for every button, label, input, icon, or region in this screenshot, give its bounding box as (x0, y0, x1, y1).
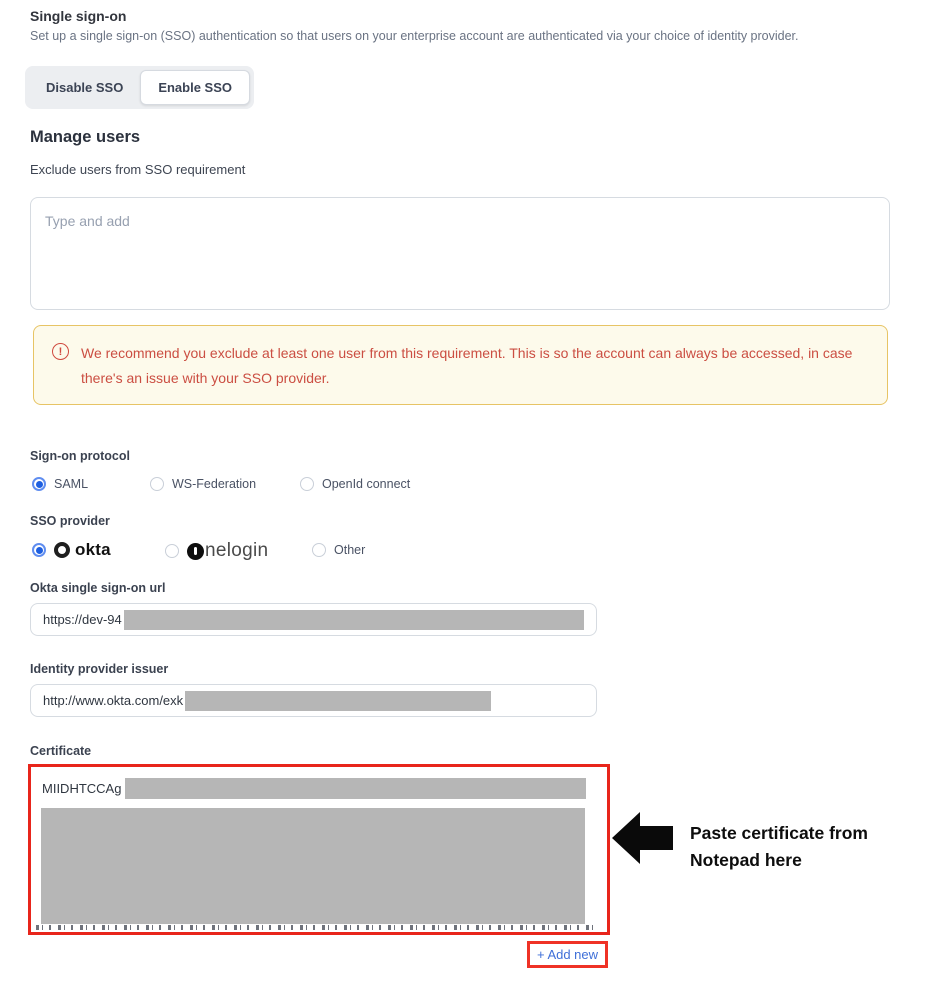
redaction-bar (185, 691, 491, 711)
sso-toggle-group (25, 66, 254, 109)
add-new-link[interactable]: + Add new (536, 947, 599, 962)
page-title: Single sign-on (30, 8, 127, 24)
okta-url-value: https://dev-94 (43, 612, 122, 627)
radio-unselected-icon (300, 477, 314, 491)
paste-certificate-annotation (690, 820, 900, 874)
radio-onelogin[interactable] (165, 540, 268, 562)
protocol-label: Sign-on protocol (30, 449, 130, 463)
annotation-line1: Paste certificate from (690, 823, 868, 843)
warning-banner (33, 325, 888, 405)
page-description: Set up a single sign-on (SSO) authentication so that users on your enterprise account are authenticated via your choice of identity provider. (30, 29, 799, 43)
redaction-block (41, 808, 585, 924)
annotation-line2: Notepad here (690, 850, 802, 870)
radio-saml[interactable]: SAML (32, 477, 88, 491)
radio-unselected-icon (150, 477, 164, 491)
radio-selected-icon (32, 477, 46, 491)
enable-sso-button[interactable]: Enable SSO (140, 70, 250, 105)
manage-users-title: Manage users (30, 128, 141, 146)
alert-circle-icon: ! (52, 343, 69, 360)
exclude-users-input[interactable] (30, 197, 890, 310)
radio-openid-connect[interactable]: OpenId connect (300, 477, 410, 491)
okta-url-input[interactable] (30, 603, 597, 636)
radio-unselected-icon (165, 544, 179, 558)
warning-text: We recommend you exclude at least one user from this requirement. This is so the account can always be accessed, in case there's an issue with your SSO provider. (81, 345, 853, 386)
disable-sso-button[interactable]: Disable SSO (46, 80, 124, 95)
radio-other-provider[interactable]: Other (312, 543, 365, 557)
radio-okta[interactable] (32, 540, 111, 560)
redaction-bar (125, 778, 586, 799)
okta-url-label: Okta single sign-on url (30, 581, 166, 595)
clipped-certificate-text (36, 925, 599, 930)
certificate-value: MIIDHTCCAg (42, 781, 122, 796)
radio-ws-federation[interactable]: WS-Federation (150, 477, 256, 491)
onelogin-logo: nelogin (187, 540, 268, 562)
exclude-users-label: Exclude users from SSO requirement (30, 162, 246, 177)
onelogin-circle-icon (187, 543, 204, 560)
redaction-bar (124, 610, 584, 630)
issuer-input[interactable] (30, 684, 597, 717)
okta-ring-icon (54, 542, 70, 558)
radio-unselected-icon (312, 543, 326, 557)
left-block-arrow-icon (612, 810, 674, 866)
certificate-input[interactable] (42, 778, 586, 799)
issuer-value: http://www.okta.com/exk (43, 693, 184, 708)
certificate-label: Certificate (30, 744, 92, 758)
issuer-label: Identity provider issuer (30, 662, 169, 676)
add-new-highlight-box (527, 941, 608, 968)
okta-logo: okta (54, 540, 111, 560)
radio-selected-icon (32, 543, 46, 557)
provider-label: SSO provider (30, 514, 110, 528)
certificate-highlight-box (28, 764, 610, 935)
